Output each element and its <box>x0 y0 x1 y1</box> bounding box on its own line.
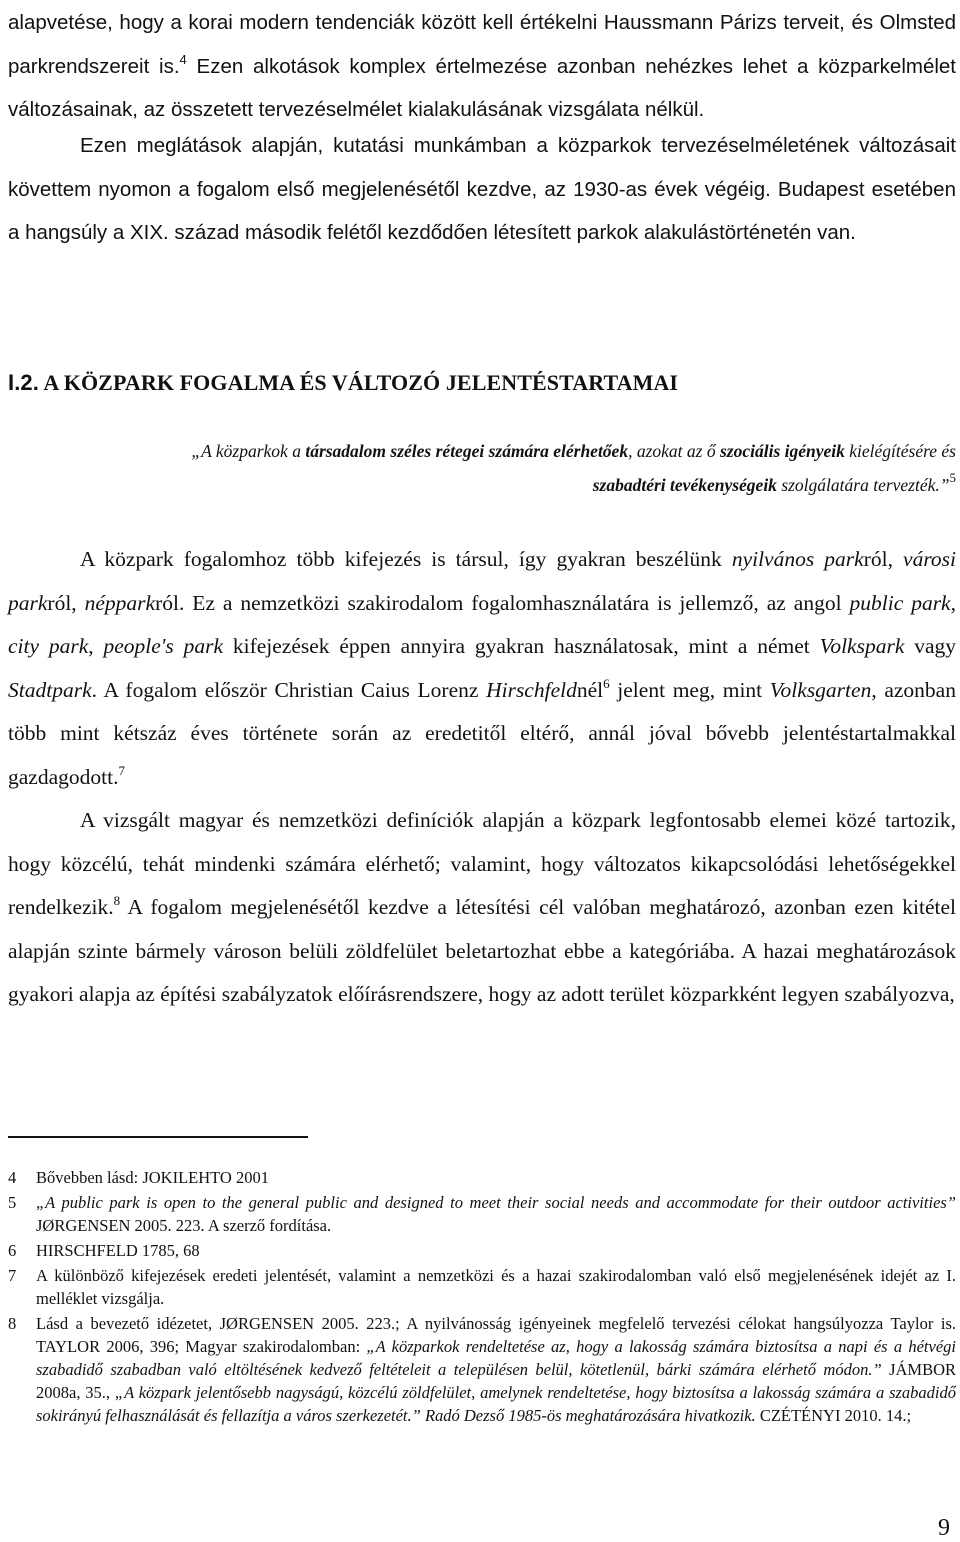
footnote-text-part: JÁMBOR 2008a, 35., <box>36 1360 956 1402</box>
footnote-number: 6 <box>8 1241 17 1260</box>
footnote-ref-6[interactable]: 6 <box>603 675 610 691</box>
p3-italic: Volkspark <box>819 634 905 658</box>
footnote-italic: „A közparkok rendeltetése az, hogy a lakosság számára biztosítsa a napi és a hétvégi szabadidő szabadban való eltöltésének kedvező feltételeit a településen belül, kötetlenül, bárki számára elérhető módon.” <box>36 1337 956 1379</box>
section-title: A KÖZPARK FOGALMA ÉS VÁLTOZÓ JELENTÉSTARTAMAI <box>43 370 679 395</box>
p3-text: A közpark fogalomhoz több kifejezés is társul, így gyakran beszélünk <box>80 547 732 571</box>
quote-text-3: kielégítésére és <box>844 441 956 461</box>
footnote-5 <box>8 1191 956 1237</box>
p3-italic: városi park <box>8 547 956 615</box>
quote-text-4: szolgálatára tervezték.” <box>776 475 950 495</box>
p1-text-1: alapvetése, hogy a korai modern tendenciák között kell értékelni Haussmann Párizs terveit, és Olmsted parkrendszereit is. <box>8 11 956 78</box>
body-paragraph-1 <box>8 1 956 132</box>
body-paragraph-4 <box>8 799 956 1017</box>
footnote-ref-8[interactable]: 8 <box>113 893 121 908</box>
footnote-number: 7 <box>8 1266 17 1285</box>
p3-text: ról, <box>47 590 85 615</box>
epigraph-quote <box>8 434 956 502</box>
footnote-text-rest: JØRGENSEN 2005. 223. A szerző fordítása. <box>36 1216 332 1235</box>
section-number: I.2. <box>8 370 39 395</box>
p3-italic: nyilvános park <box>731 547 864 571</box>
p3-italic: Hirschfeld <box>486 677 577 702</box>
body-paragraph-2: Ezen meglátások alapján, kutatási munkámban a közparkok tervezéselméletének változásait követtem nyomon a fogalom első megjelenésétől kezdve, az 1930-as évek végéig. Budapest esetében a hangsúly a XIX. század második felétől kezdődően létesített parkok alakulástörténetén van. <box>8 134 956 244</box>
p3-text: kifejezések éppen annyira gyakran használatosak, mint a német <box>223 634 820 658</box>
footnote-text <box>36 1191 956 1237</box>
section-heading <box>8 370 678 396</box>
quote-text-2: , azokat az ő <box>628 441 720 461</box>
footnote-text <box>36 1312 956 1427</box>
footnote-text: A különböző kifejezések eredeti jelentését, valamint a nemzetközi és a hazai szakirodalomban való első megjelenésének idejét az I. melléklet vizsgálja. <box>36 1266 956 1308</box>
p4-text: A fogalom megjelenésétől kezdve a létesítési cél valóban meghatározó, azonban ezen kitétel alapján szinte bármely városon belüli zöldfelület beletartozhat ebbe a kategóriába. A hazai meghatározások gyakori alapja az építési szabályzatok előírásrendszere, hogy az adott terület közparkként legyen szabályozva, <box>8 895 956 1006</box>
footnote-number: 5 <box>8 1193 17 1212</box>
footnote-ref-5[interactable]: 5 <box>949 470 956 485</box>
quote-bold-1: társadalom széles rétegei számára elérhetőek <box>305 441 629 461</box>
footnote-text: HIRSCHFELD 1785, 68 <box>36 1241 200 1260</box>
footnote-italic: „A public park is open to the general public and designed to meet their social needs and accommodate for their outdoor activities” <box>36 1193 956 1212</box>
p3-text: . A fogalom először Christian Caius Lorenz <box>91 677 487 702</box>
footnote-ref-4[interactable]: 4 <box>179 51 187 67</box>
p1-text-2: Ezen alkotások komplex értelmezése azonban nehézkes lehet a közparkelmélet változásainak, az összetett tervezéselmélet kialakulásának vizsgálata nélkül. <box>8 54 957 121</box>
p3-italic: néppark <box>84 590 156 615</box>
p3-text: , <box>88 634 104 658</box>
p3-text: jelent meg, mint <box>609 677 770 702</box>
p3-italic: Volksgarten <box>769 677 872 702</box>
p3-italic: people's park <box>103 634 224 658</box>
footnote-8 <box>8 1312 956 1427</box>
footnote-7 <box>8 1264 956 1310</box>
footnote-separator <box>8 1136 308 1138</box>
p3-italic: city park <box>8 634 89 658</box>
p3-italic: public park <box>849 590 951 615</box>
quote-bold-2: szociális igényeik <box>719 441 845 461</box>
p3-italic: Stadtpark <box>8 677 92 702</box>
p3-text: ról, <box>863 547 904 571</box>
footnote-text-part: CZÉTÉNYI 2010. 14.; <box>755 1406 912 1425</box>
quote-bold-3: szabadtéri tevékenységeik <box>592 475 777 495</box>
footnote-number: 8 <box>8 1314 17 1333</box>
footnote-6 <box>8 1239 956 1262</box>
p3-text: , <box>950 590 956 615</box>
footnote-italic: „A közpark jelentősebb nagyságú, közcélú zöldfelület, amelynek rendeltetése, hogy biztosítsa a lakosság számára a szabadidő sokirányú felhasználását és fellazítja a város szerkezetét.” Radó Dezső 1985-ös meghatározására hivatkozik. <box>36 1383 956 1425</box>
footnote-text-part: Lásd a bevezető idézetet, JØRGENSEN 2005. 223.; A nyilvánosság igényeinek megfelelő tervezési célokat hangsúlyozza Taylor is. TAYLOR 2006, 396; Magyar szakirodalomban: <box>36 1314 956 1356</box>
footnote-ref-7[interactable]: 7 <box>118 762 125 778</box>
body-paragraph-3 <box>8 538 956 799</box>
page-number: 9 <box>938 1515 950 1541</box>
p4-text: A vizsgált magyar és nemzetközi definíciók alapján a közpark legfontosabb elemei közé tartozik, hogy közcélú, tehát mindenki számára elérhető; valamint, hogy változatos kikapcsolódási lehetőségekkel rendelkezik. <box>8 808 956 919</box>
footnote-4 <box>8 1166 956 1189</box>
p3-text: vagy <box>904 634 956 658</box>
p3-text: , azonban több mint kétszáz éves története során az eredetitől eltérő, annál jóval bővebb jelentéstartalmakkal gazdagodott. <box>8 677 956 789</box>
body-block <box>8 538 956 1017</box>
p3-text: ról. Ez a nemzetközi szakirodalom fogalomhasználatára is jellemző, az angol <box>155 590 850 615</box>
p3-text: nél <box>576 677 604 702</box>
quote-text-1: „A közparkok a <box>191 441 306 461</box>
footnote-number: 4 <box>8 1168 17 1187</box>
footnote-text: Bővebben lásd: JOKILEHTO 2001 <box>36 1168 269 1187</box>
